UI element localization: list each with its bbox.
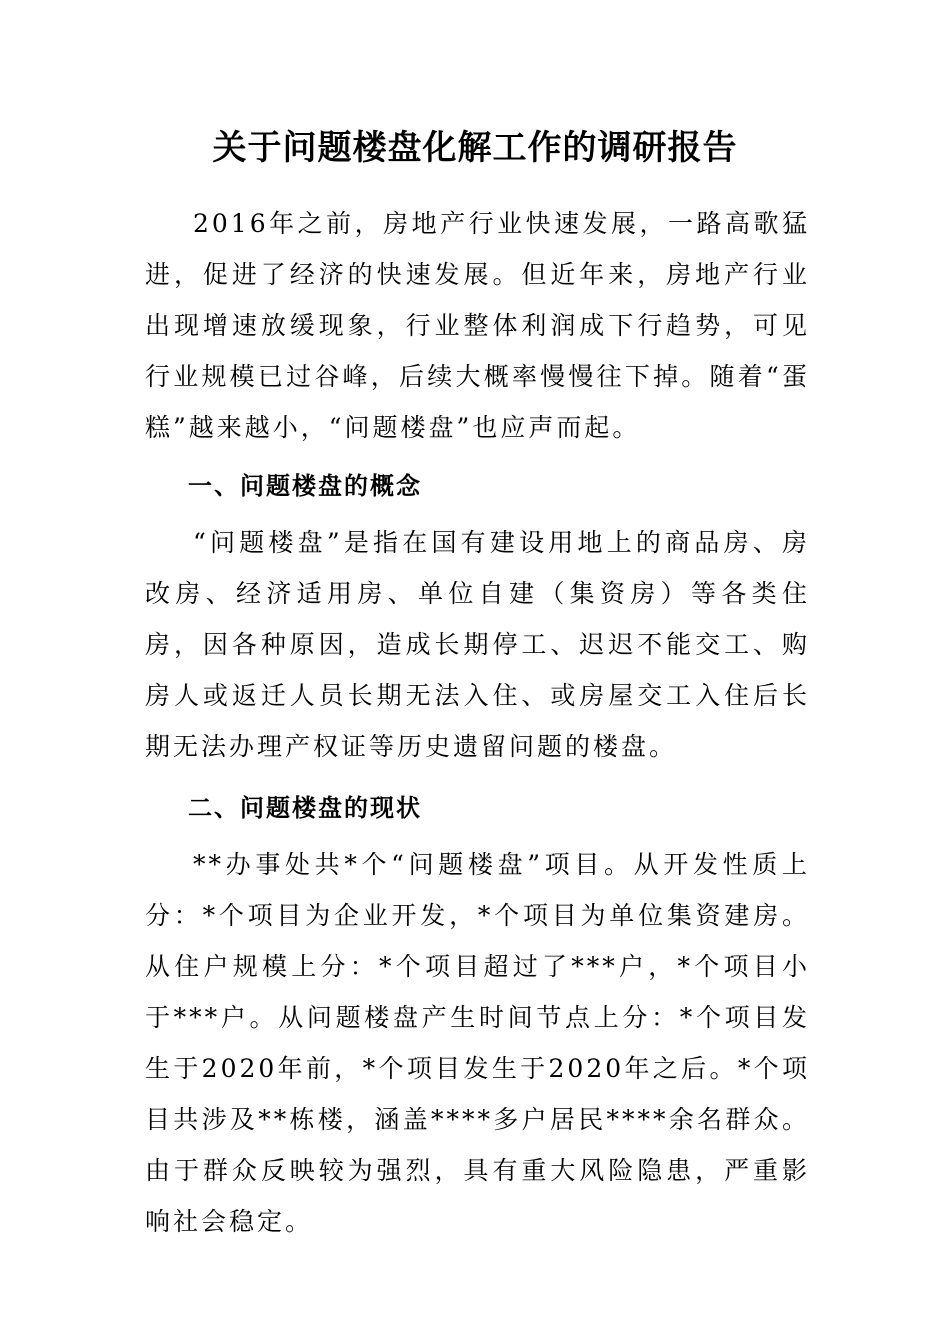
document-title: 关于问题楼盘化解工作的调研报告 [212,128,738,168]
section-heading-concept: 一、问题楼盘的概念 [188,472,422,500]
section-body-status: **办事处共*个“问题楼盘”项目。从开发性质上分：*个项目为企业开发，*个项目为单位集资建房。从住户规模上分：*个项目超过了***户，*个项目小于***户。从问题楼盘产生时间节点上分：*个项目发生于2020年前，*个项目发生于2020年之后。*个项目共涉及**栋楼，涵盖****多户居民****余名群众。由于群众反映较为强烈，具有重大风险隐患，严重影响社会稳定。 [145,850,810,1236]
section-body-concept: “问题楼盘”是指在国有建设用地上的商品房、房改房、经济适用房、单位自建（集资房）等各类住房，因各种原因，造成长期停工、迟迟不能交工、购房人或返迁人员长期无法入住、或房屋交工入住后长期无法办理产权证等历史遗留问题的楼盘。 [145,528,810,761]
section-heading-status: 二、问题楼盘的现状 [188,794,422,822]
intro-paragraph: 2016年之前，房地产行业快速发展，一路高歌猛进，促进了经济的快速发展。但近年来，房地产行业出现增速放缓现象，行业整体利润成下行趋势，可见行业规模已过谷峰，后续大概率慢慢往下掉。随着“蛋糕”越来越小，“问题楼盘”也应声而起。 [145,209,810,442]
